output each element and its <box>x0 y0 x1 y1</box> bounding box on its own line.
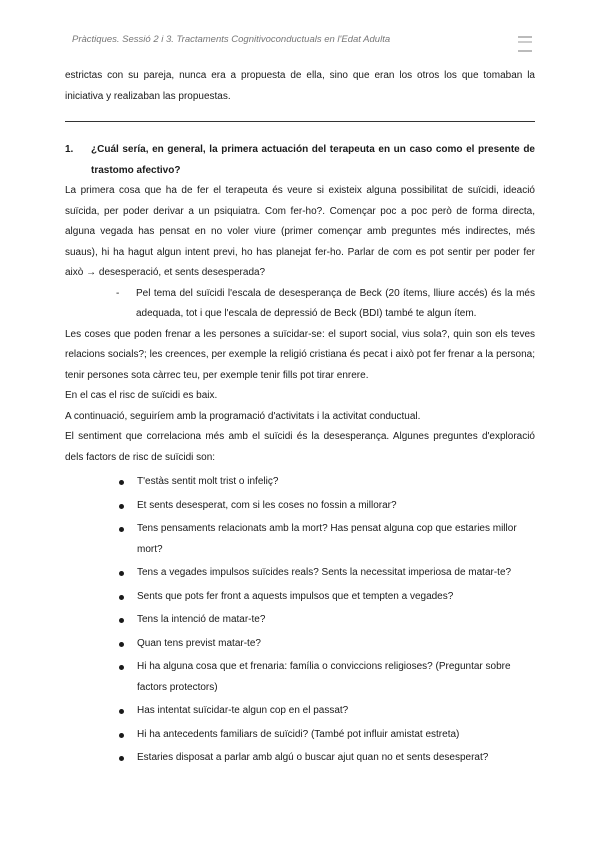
bullet-icon <box>119 595 124 600</box>
list-item: Tens la intenció de matar-te? <box>65 610 535 631</box>
section-divider <box>65 121 535 122</box>
paragraph-5: El sentiment que correlaciona més amb el suïcidi és la desesperança. Algunes preguntes d'exploració dels factors de risc de suïcidi son: <box>65 431 535 463</box>
list-item: Sents que pots fer front a aquests impulsos que et tempten a vegades? <box>65 587 535 608</box>
bullet-icon <box>119 527 124 532</box>
document-icon <box>518 36 532 52</box>
dash-list-item <box>116 284 535 325</box>
paragraph-1: La primera cosa que ha de fer el terapeuta és veure si existeix alguna possibilitat de suïcidi, ideació suïcida, per poder derivar a un psiquiatra. Com fer-ho?. Començar poc a poc però de forma directa, alguna vegada has pensat en no voler viure (primer començar amb preguntes més indirectes, més suaus), hi ha hagut algun intent previ, ho has planejat fer-ho. Parlar de com es pot sentir per poder fer això → desesperació, et sents desesperada? <box>65 185 535 278</box>
list-item: Estaries disposat a parlar amb algú o buscar ajut quan no et sents desesperat? <box>65 748 535 769</box>
question-number: 1. <box>65 144 74 155</box>
dash-marker: - <box>116 287 120 299</box>
list-item: Hi ha antecedents familiars de suïcidi? (També pot influir amistat estreta) <box>65 725 535 746</box>
list-item: Et sents desesperat, com si les coses no fossin a millorar? <box>65 496 535 517</box>
bullet-icon <box>119 665 124 670</box>
paragraph-2: Les coses que poden frenar a les persones a suïcidar-se: el suport social, vius sola?, quin son els teves relacions socials?; les creences, per exemple la religió cristiana és pecat i això pot fer frenar a la persona; tenir persones sota càrrec teu, per exemple tenir fills pot tirar enrere. <box>65 328 535 381</box>
bullet-icon <box>119 756 124 761</box>
bullet-icon <box>119 480 124 485</box>
question-heading <box>65 140 535 181</box>
dash-item-text: Pel tema del suïcidi l'escala de desesperança de Beck (20 ítems, lliure accés) és la més adequada, tot i que l'escala de depressió de Beck (BDI) també te algun ítem. <box>136 287 535 319</box>
document-body <box>65 66 535 772</box>
intro-paragraph: estrictas con su pareja, nunca era a propuesta de ella, sino que eran los otros los que tomaban la iniciativa y realizaban las propuestas. <box>65 70 535 102</box>
list-item: Quan tens previst matar-te? <box>65 634 535 655</box>
risk-questions-list <box>65 472 535 769</box>
bullet-icon <box>119 618 124 623</box>
bullet-icon <box>119 571 124 576</box>
list-item: Tens a vegades impulsos suïcides reals? Sents la necessitat imperiosa de matar-te? <box>65 563 535 584</box>
question-text: ¿Cuál sería, en general, la primera actuación del terapeuta en un caso como el presente de trastomo afectivo? <box>91 144 535 176</box>
paragraph-4: A continuació, seguiríem amb la programació d'activitats i la activitat conductual. <box>65 410 421 422</box>
page-header: Pràctiques. Sessió 2 i 3. Tractaments Cognitivoconductuals en l'Edat Adulta <box>72 34 391 45</box>
list-item: T'estàs sentit molt trist o infeliç? <box>65 472 535 493</box>
list-item: Has intentat suïcidar-te algun cop en el passat? <box>65 701 535 722</box>
bullet-icon <box>119 709 124 714</box>
bullet-icon <box>119 733 124 738</box>
list-item: Hi ha alguna cosa que et frenaria: família o conviccions religioses? (Preguntar sobre factors protectors) <box>65 657 535 698</box>
bullet-icon <box>119 504 124 509</box>
bullet-icon <box>119 642 124 647</box>
paragraph-3: En el cas el risc de suïcidi es baix. <box>65 390 218 401</box>
list-item: Tens pensaments relacionats amb la mort? Has pensat alguna cop que estaries millor mort? <box>65 519 535 560</box>
